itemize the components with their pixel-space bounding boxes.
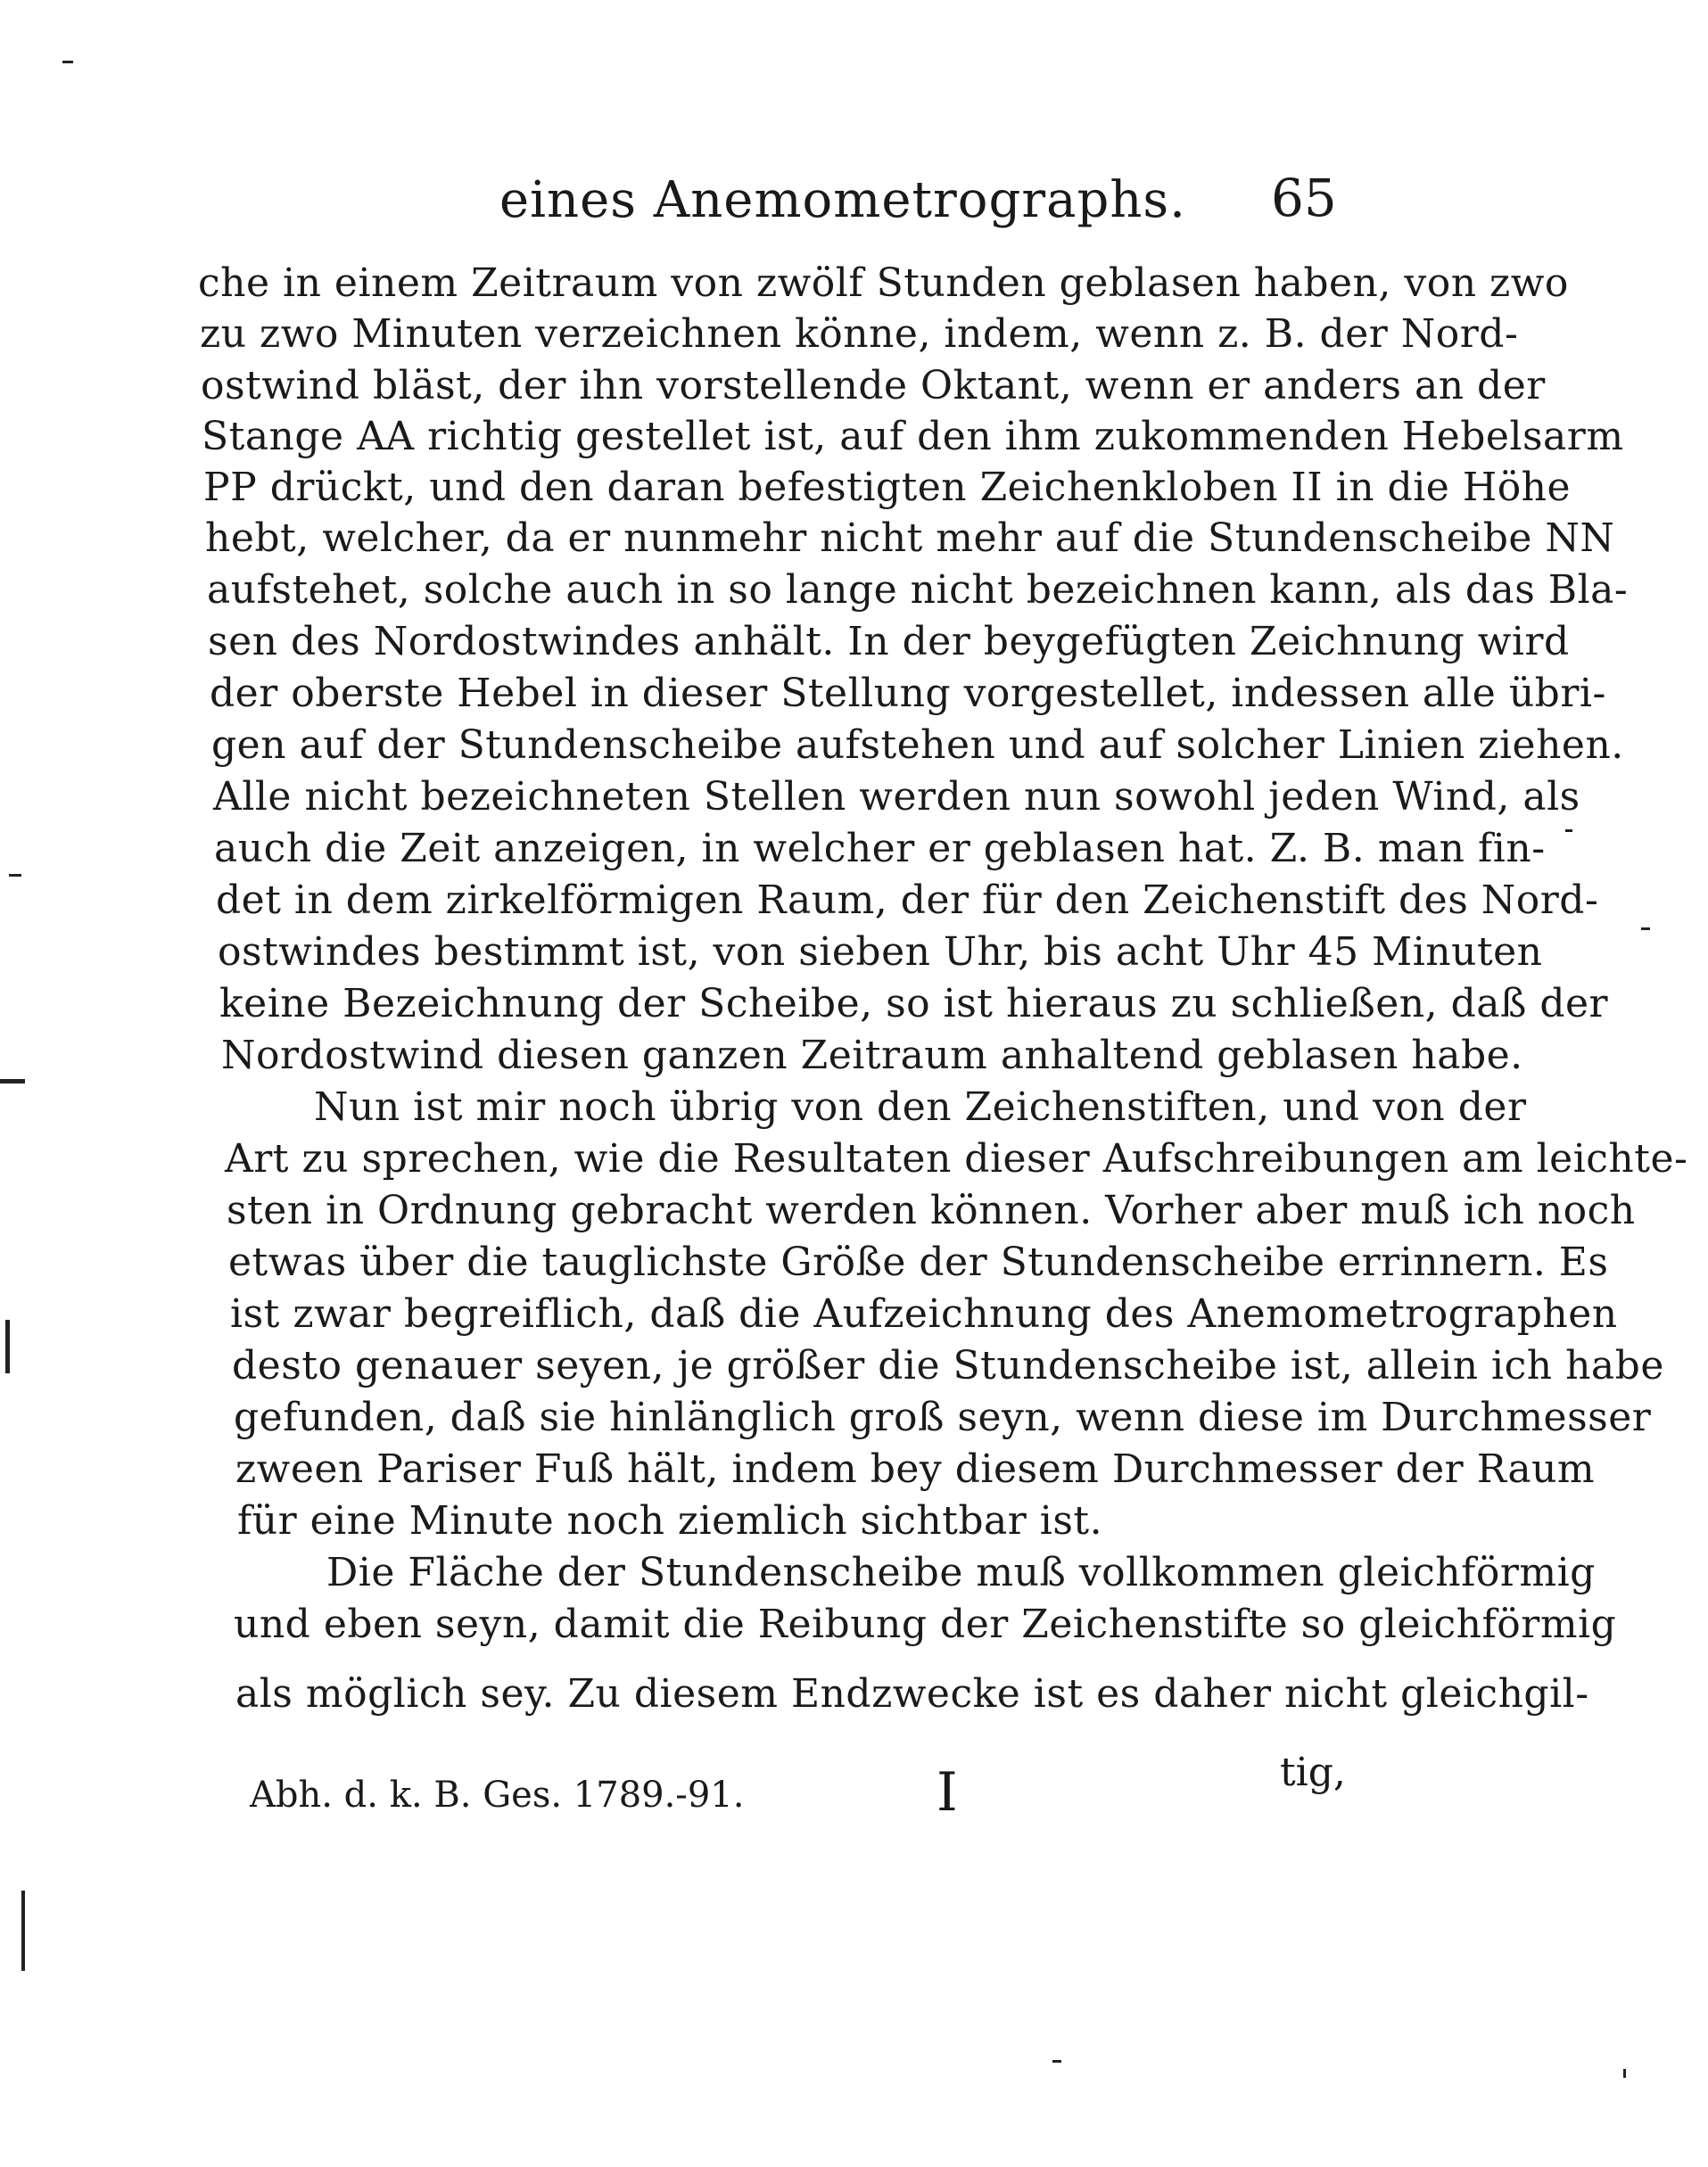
- body-line: auch die Zeit anzeigen, in welcher er geblasen hat. Z. B. man fin-: [214, 826, 1546, 871]
- scan-mark: [9, 874, 21, 877]
- body-line: ist zwar begreiflich, daß die Aufzeichnung des Anemometrographen: [230, 1291, 1618, 1337]
- body-line: Art zu sprechen, wie die Resultaten dieser Aufschreibungen am leichte-: [225, 1136, 1688, 1182]
- body-line: Alle nicht bezeichneten Stellen werden nun sowohl jeden Wind, als: [213, 774, 1580, 820]
- body-line: ostwindes bestimmt ist, von sieben Uhr, bis acht Uhr 45 Minuten: [218, 929, 1543, 975]
- body-line: und eben seyn, damit die Reibung der Zeichenstifte so gleichförmig: [234, 1602, 1617, 1647]
- scan-mark: [1623, 2069, 1626, 2078]
- body-line: Die Fläche der Stundenscheibe muß vollkommen gleichförmig: [326, 1550, 1596, 1595]
- scan-mark: [5, 1320, 10, 1373]
- scan-mark: [62, 61, 73, 63]
- running-title: eines Anemometrographs.: [499, 171, 1186, 229]
- scan-mark: [1052, 2060, 1061, 2063]
- body-line: ostwind bläst, der ihn vorstellende Oktant, wenn er anders an der: [201, 363, 1546, 408]
- body-line: desto genauer seyen, je größer die Stundenscheibe ist, allein ich habe: [232, 1343, 1664, 1388]
- printer-signature: Abh. d. k. B. Ges. 1789.-91.: [250, 1775, 745, 1816]
- body-line: PP drückt, und den daran befestigten Zeichenkloben II in die Höhe: [203, 465, 1572, 510]
- body-line: der oberste Hebel in dieser Stellung vorgestellet, indessen alle übri-: [210, 671, 1606, 716]
- scan-mark: [21, 1891, 25, 1971]
- body-line: keine Bezeichnung der Scheibe, so ist hieraus zu schließen, daß der: [219, 981, 1609, 1026]
- catchword: tig,: [1280, 1750, 1346, 1795]
- body-line: zu zwo Minuten verzeichnen könne, indem, wenn z. B. der Nord-: [200, 311, 1519, 357]
- body-line: gefunden, daß sie hinlänglich groß seyn, wenn diese im Durchmesser: [234, 1395, 1652, 1440]
- body-line: Stange AA richtig gestellet ist, auf den ihm zukommenden Hebelsarm: [202, 414, 1624, 459]
- body-line: als möglich sey. Zu diesem Endzwecke ist es daher nicht gleichgil-: [235, 1671, 1589, 1717]
- body-line: aufstehet, solche auch in so lange nicht bezeichnen kann, als das Bla-: [207, 567, 1629, 613]
- scan-mark: [1641, 927, 1650, 930]
- scan-mark: [0, 1079, 25, 1084]
- body-line: für eine Minute noch ziemlich sichtbar ist.: [237, 1498, 1103, 1544]
- body-line: sten in Ordnung gebracht werden können. Vorher aber muß ich noch: [227, 1188, 1636, 1233]
- body-line: che in einem Zeitraum von zwölf Stunden geblasen haben, von zwo: [198, 260, 1569, 306]
- body-line: hebt, welcher, da er nunmehr nicht mehr auf die Stundenscheibe NN: [205, 515, 1615, 561]
- body-line: gen auf der Stundenscheibe aufstehen und auf solcher Linien ziehen.: [211, 722, 1624, 768]
- scan-mark: [1565, 829, 1572, 832]
- signature-letter: I: [937, 1761, 958, 1824]
- body-line: Nordostwind diesen ganzen Zeitraum anhaltend geblasen habe.: [221, 1033, 1523, 1078]
- body-line: zween Pariser Fuß hält, indem bey diesem Durchmesser der Raum: [235, 1446, 1596, 1492]
- page-number: 65: [1271, 168, 1337, 228]
- body-line: sen des Nordostwindes anhält. In der beygefügten Zeichnung wird: [208, 619, 1570, 664]
- body-line: etwas über die tauglichste Größe der Stundenscheibe errinnern. Es: [228, 1240, 1609, 1285]
- body-line: Nun ist mir noch übrig von den Zeichenstiften, und von der: [314, 1084, 1527, 1130]
- body-line: det in dem zirkelförmigen Raum, der für den Zeichenstift des Nord-: [216, 878, 1599, 923]
